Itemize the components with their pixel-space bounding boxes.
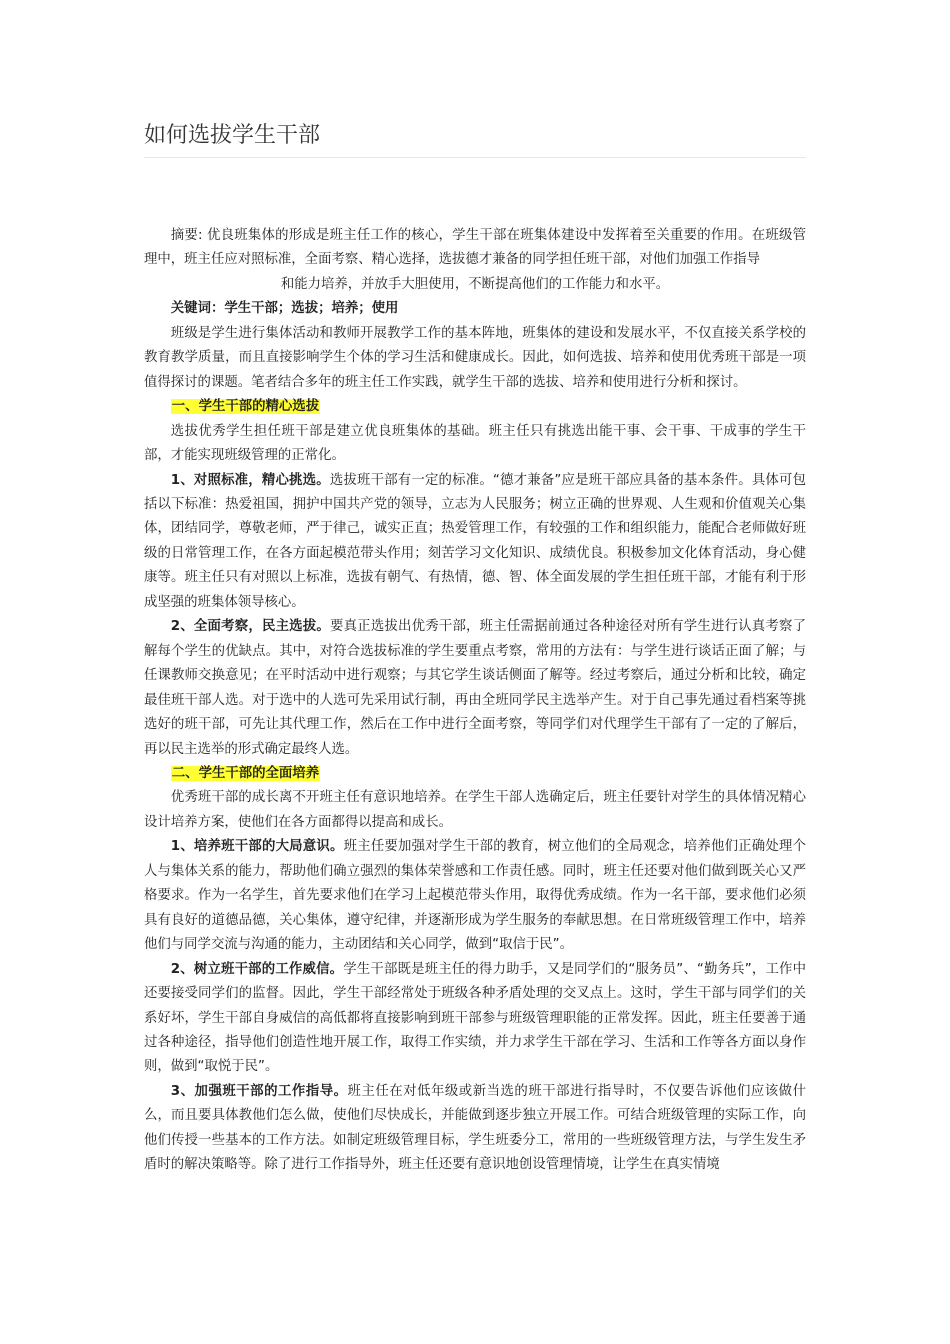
section1-item1-text: 选拔班干部有一定的标准。“德才兼备”应是班干部应具备的基本条件。具体可包括以下标准：热爱祖国，拥护中国共产党的领导，立志为人民服务；树立正确的世界观、人生观和价值观关心集体，团结同学，尊敬老师，严于律己，诚实正直；热爱管理工作，有较强的工作和组织能力，能配合老师做好班级的日常管理工作，在各方面起模范带头作用；刻苦学习文化知识、成绩优良。积极参加文化体育活动，身心健康等。班主任只有对照以上标准，选拔有朝气、有热情，德、智、体全面发展的学生担任班干部，才能有利于形成坚强的班集体领导核心。 (144, 472, 806, 610)
document-body (144, 224, 806, 1178)
section2-item3-text: 班主任在对低年级或新当选的班干部进行指导时，不仅要告诉他们应该做什么，而且要具体教他们怎么做，使他们尽快成长，并能做到逐步独立开展工作。可结合班级管理的实际工作，向他们传授一些基本的工作方法。如制定班级管理目标，学生班委分工，常用的一些班级管理方法，与学生发生矛盾时的解决策略等。除了进行工作指导外，班主任还要有意识地创设管理情境，让学生在真实情境 (144, 1083, 806, 1173)
section1-item1-lead: 1、对照标准，精心挑选。 (170, 472, 330, 488)
section2-item3-lead: 3、加强班干部的工作指导。 (170, 1083, 348, 1099)
section1-item2-text: 要真正选拔出优秀干部，班主任需据前通过各种途径对所有学生进行认真考察了解每个学生的优缺点。其中，对符合选拔标准的学生要重点考察，常用的方法有：与学生进行谈话正面了解；与任课教师交换意见；在平时活动中进行观察；与其它学生谈话侧面了解等。经过考察后，通过分析和比较，确定最佳班干部人选。对于选中的人选可先采用试行制，再由全班同学民主选举产生。对于自己事先通过看档案等挑选好的班干部，可先让其代理工作，然后在工作中进行全面考察，等同学们对代理学生干部有了一定的了解后，再以民主选举的形式确定最终人选。 (144, 619, 806, 757)
section2-item2 (144, 958, 806, 1080)
section1-item2-lead: 2、全面考察，民主选拔。 (170, 619, 330, 635)
section1-heading-paragraph (144, 395, 806, 419)
section2-item2-lead: 2、树立班干部的工作威信。 (170, 961, 344, 977)
section2-item1-lead: 1、培养班干部的大局意识。 (170, 839, 344, 855)
section1-heading: 一、学生干部的精心选拔 (171, 399, 320, 415)
section2-item1-text: 班主任要加强对学生干部的教育，树立他们的全局观念，培养他们正确处理个人与集体关系的能力，帮助他们确立强烈的集体荣誉感和工作责任感。同时，班主任还要对他们做到既关心又严格要求。作为一名学生，首先要求他们在学习上起模范带头作用，取得优秀成绩。作为一名干部，要求他们必须具有良好的道德品德，关心集体，遵守纪律，并逐渐形成为学生服务的奉献思想。在日常班级管理工作中，培养他们与同学交流与沟通的能力，主动团结和关心同学，做到“取信于民”。 (144, 839, 806, 953)
section1-intro: 选拔优秀学生担任班干部是建立优良班集体的基础。班主任只有挑选出能干事、会干事、干成事的学生干部，才能实现班级管理的正常化。 (144, 423, 806, 464)
section2-item3 (144, 1080, 806, 1178)
section1-item1 (144, 469, 806, 616)
section2-heading-paragraph (144, 762, 806, 786)
intro-paragraph: 班级是学生进行集体活动和教师开展教学工作的基本阵地，班集体的建设和发展水平，不仅直接关系学校的教育教学质量，而且直接影响学生个体的学习生活和健康成长。因此，如何选拔、培养和使用优秀班干部是一项值得探讨的课题。笔者结合多年的班主任工作实践，就学生干部的选拔、培养和使用进行分析和探讨。 (144, 325, 806, 390)
keywords: 关键词：学生干部；选拔；培养；使用 (170, 301, 399, 317)
title-divider (144, 157, 806, 158)
abstract-text-end: 和能力培养，并放手大胆使用，不断提高他们的工作能力和水平。 (280, 276, 670, 292)
section2-intro: 优秀班干部的成长离不开班主任有意识地培养。在学生干部人选确定后，班主任要针对学生的具体情况精心设计培养方案，使他们在各方面都得以提高和成长。 (144, 790, 806, 830)
document-title: 如何选拔学生干部 (144, 123, 321, 148)
section2-item2-text: 学生干部既是班主任的得力助手，又是同学们的“服务员”、“勤务兵”，工作中还要接受同学们的监督。因此，学生干部经常处于班级各种矛盾处理的交叉点上。这时，学生干部与同学们的关系好坏，学生干部自身威信的高低都将直接影响到班干部参与班级管理职能的正常发挥。因此，班主任要善于通过各种途径，指导他们创造性地开展工作，取得工作实绩，并力求学生干部在学习、生活和工作等各方面以身作则，做到“取悦于民”。 (144, 961, 806, 1075)
section2-heading: 二、学生干部的全面培养 (171, 765, 320, 781)
section1-item2 (144, 615, 806, 762)
abstract-paragraph-end (144, 273, 806, 297)
abstract-text: 摘要: 优良班集体的形成是班主任工作的核心，学生干部在班集体建设中发挥着至关重要的作用。在班级管理中，班主任应对照标准，全面考察、精心选择，选拔德才兼备的同学担任班干部，对他们加强工作指导 (144, 228, 806, 268)
keywords-paragraph (144, 297, 806, 321)
section2-item1 (144, 835, 806, 957)
abstract-paragraph (144, 224, 806, 273)
